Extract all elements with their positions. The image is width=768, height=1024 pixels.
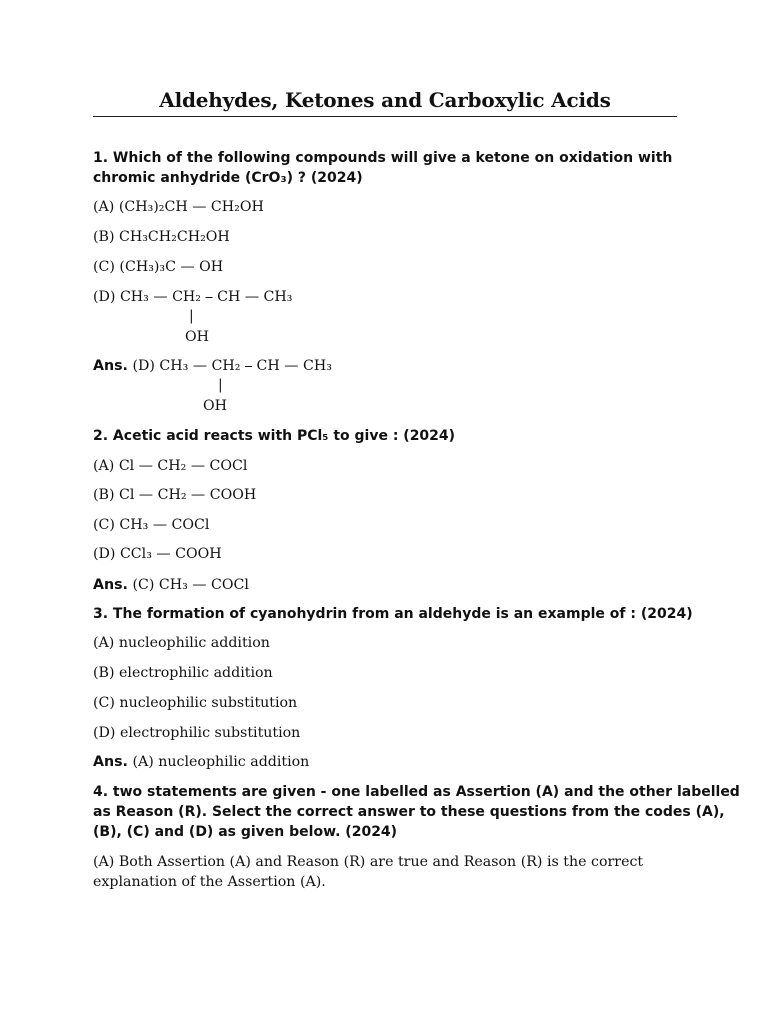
q4-question-line3: (B), (C) and (D) as given below. (2024): [93, 824, 398, 840]
q3-option-a: (A) nucleophilic addition: [93, 635, 270, 651]
q3-answer: [93, 752, 309, 772]
q2-option-a: (A) Cl — CH₂ — COCl: [93, 458, 248, 474]
q3-answer-label: Ans.: [93, 754, 128, 770]
q1-answer-oh: OH: [203, 398, 228, 414]
q1-option-a: (A) (CH₃)₂CH — CH₂OH: [93, 199, 264, 215]
q3-option-b: (B) electrophilic addition: [93, 665, 273, 681]
q1-answer: [93, 356, 332, 376]
q4-question-line2: as Reason (R). Select the correct answer to these questions from the codes (A),: [93, 804, 725, 820]
q1-option-d-oh: OH: [185, 329, 210, 345]
q2-option-d: (D) CCl₃ — COOH: [93, 546, 222, 562]
q2-answer-label: Ans.: [93, 577, 128, 593]
q2-answer-text: (C) CH₃ — COCl: [132, 577, 249, 593]
q1-option-d: (D) CH₃ — CH₂ ⎯ CH — CH₃: [93, 289, 293, 305]
q1-answer-text: (D) CH₃ — CH₂ ⎯ CH — CH₃: [132, 358, 332, 374]
q3-question: 3. The formation of cyanohydrin from an aldehyde is an example of : (2024): [93, 606, 693, 622]
q4-option-a-line1: (A) Both Assertion (A) and Reason (R) are true and Reason (R) is the correct: [93, 854, 644, 870]
q1-answer-bond: |: [218, 377, 223, 393]
q1-answer-label: Ans.: [93, 358, 128, 374]
q2-answer: [93, 575, 249, 595]
q3-option-c: (C) nucleophilic substitution: [93, 695, 298, 711]
q1-question-line1: 1. Which of the following compounds will give a ketone on oxidation with: [93, 150, 673, 166]
q2-option-b: (B) Cl — CH₂ — COOH: [93, 487, 257, 503]
q4-option-a-line2: explanation of the Assertion (A).: [93, 874, 326, 890]
q2-option-c: (C) CH₃ — COCl: [93, 517, 210, 533]
q1-option-b: (B) CH₃CH₂CH₂OH: [93, 229, 230, 245]
q2-question: 2. Acetic acid reacts with PCl₅ to give : (2024): [93, 428, 456, 444]
page-title: Aldehydes, Ketones and Carboxylic Acids: [159, 88, 611, 112]
q1-option-c: (C) (CH₃)₃C — OH: [93, 259, 224, 275]
q1-question-line2: chromic anhydride (CrO₃) ? (2024): [93, 170, 363, 186]
q1-option-d-bond: |: [189, 308, 194, 324]
q4-question-line1: 4. two statements are given - one labelled as Assertion (A) and the other labelled: [93, 784, 740, 800]
q3-option-d: (D) electrophilic substitution: [93, 725, 301, 741]
title-underline: [93, 116, 677, 117]
q3-answer-text: (A) nucleophilic addition: [132, 754, 310, 770]
